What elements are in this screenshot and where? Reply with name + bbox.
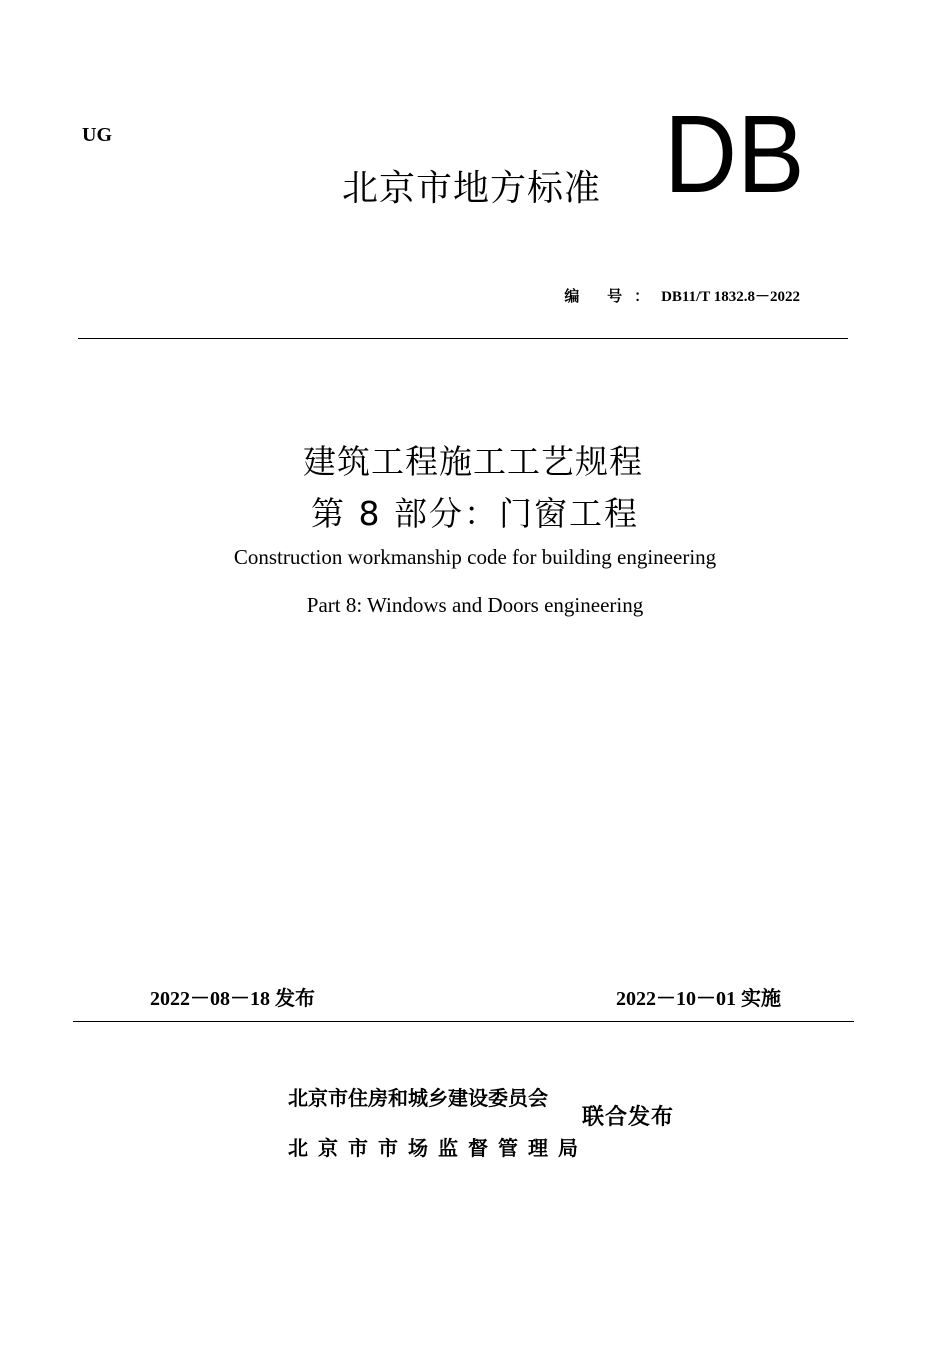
title-chinese-main: 建筑工程施工工艺规程 — [303, 442, 643, 481]
standard-type-title: 北京市地方标准 — [342, 168, 602, 209]
classification-code: UG — [82, 124, 112, 146]
issue-date: 2022－08－18 发布 — [150, 988, 315, 1010]
title-english-part: Part 8: Windows and Doors engineering — [306, 593, 644, 617]
publisher-housing-commission: 北京市住房和城乡建设委员会 — [288, 1086, 548, 1110]
joint-publication-label: 联合发布 — [582, 1105, 675, 1130]
standard-number — [564, 285, 800, 306]
bottom-divider — [73, 1021, 854, 1022]
title-chinese-part: 第 8 部分：门窗工程 — [311, 494, 639, 533]
top-divider — [78, 338, 848, 339]
standard-number-label: 编 号： — [564, 289, 662, 305]
standard-number-value: DB11/T 1832.8－2022 — [661, 289, 800, 305]
implementation-date: 2022－10－01 实施 — [616, 988, 781, 1010]
publisher-market-regulation: 北京市市场监督管理局 — [288, 1136, 588, 1160]
standard-logo: DB — [664, 93, 805, 216]
title-english-main: Construction workmanship code for building engineering — [233, 545, 717, 569]
